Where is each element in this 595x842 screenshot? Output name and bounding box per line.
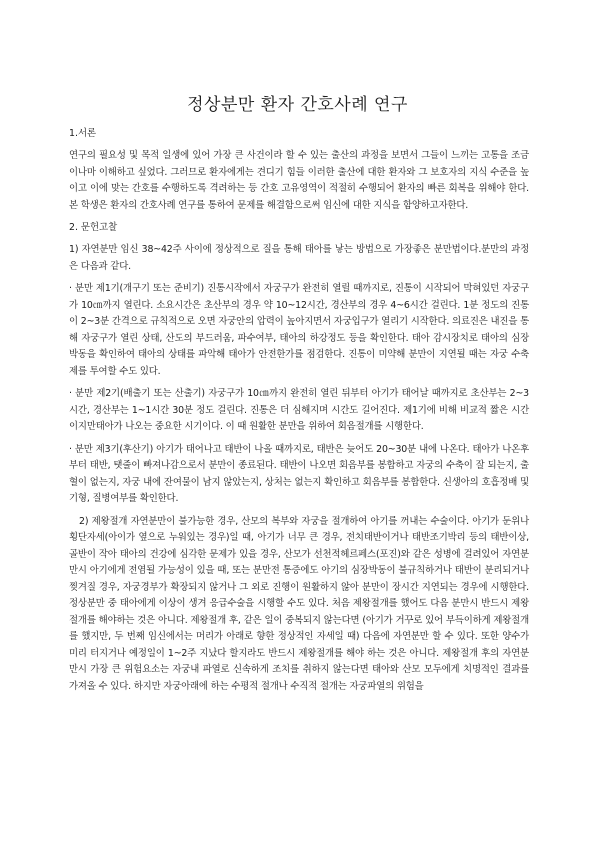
labor-stage-1-paragraph: · 분만 제1기(개구기 또는 준비기) 진통시작에서 자궁구가 완전히 열릴 때까지로, 진통이 시작되어 막혀있던 자궁구가 10㎝까지 열린다. 소요시간은 초산부의 경우 약 10~12시간, 경산부의 경우 4~6시간 걸린다. 1분 정도의 진통이 2~3분 간격으로 규칙적으로 오면 자궁안의 압력이 높아지면서 자궁입구가 열리기 시작한다. 의료진은 내진을 통해 자궁구가 열린 상태, 산도의 부드러움, 파수여부, 태아의 하강정도 등을 확인한다. 태아 감시장치로 태아의 심장박동을 확인하여 태아의 상태를 파악해 태아가 안전한가를 점검한다. 진통이 미약해 분만이 지연될 때는 자궁 수축제를 투여할 수도 있다. [69,283,529,377]
labor-stage-2-paragraph: · 분만 제2기(배출기 또는 산출기) 자궁구가 10㎝까지 완전히 열린 뒤부터 아기가 태어날 때까지로 초산부는 2~3시간, 경산부는 1~1시간 30분 정도 걸린다. 진통은 더 심해지며 시간도 길어진다. 제1기에 비해 비교적 짧은 시간이지만태아가 나오는 중요한 시기이다. 이 때 원활한 분만을 위하여 회음절개를 시행한다. [69,388,529,432]
cesarean-paragraph: 2) 제왕절개 자연분만이 불가능한 경우, 산모의 복부와 자궁을 절개하여 아기를 꺼내는 수술이다. 아기가 둔위나 횡단자세(아이가 옆으로 누워있는 경우)일 때, 아기가 너무 큰 경우, 전치태반이거나 태반조기박리 등의 태반이상, 골반이 작아 태아의 건강에 심각한 문제가 있을 경우, 산모가 선천적헤르페스(포진)와 같은 성병에 걸려있어 자연분만시 아기에게 전염될 가능성이 있을 때, 또는 분만전 통증에도 아기의 심장박동이 불규칙하거나 태반이 분리되거나 찢겨질 경우, 자궁경부가 확장되지 않거나 그 외로 진행이 원활하지 않아 분만이 장시간 지연되는 경우에 시행한다. 정상분만 중 태아에게 이상이 생겨 응급수술을 시행할 수도 있다. 처음 제왕절개를 했어도 다음 분만시 반드시 제왕절개를 해야하는 것은 아니다. 제왕절개 후, 같은 일이 중복되지 않는다면 (아기가 거꾸로 있어 부득이하게 제왕절개를 했지만, 두 번째 임신에서는 머리가 아래로 향한 정상적인 자세일 때) 다음에 자연분만 할 수 있다. 또한 양수가 미리 터지거나 예정일이 1~2주 지났다 할지라도 반드시 제왕절개를 해야 하는 것은 아니다. 제왕절개 후의 자연분만시 가장 큰 위험요소는 자궁내 파열로 신속하게 조치를 취하지 않는다면 태아와 산모 모두에게 치명적인 결과를 가져올 수 있다. 하지만 자궁아래에 하는 수평적 절개나 수직적 절개는 자궁파열의 위험을 [69,515,529,692]
section-heading-literature-review: 2. 문헌고찰 [69,222,118,233]
document-title: 정상분만 환자 간호사례 연구 [187,95,408,115]
document-body [69,126,529,701]
labor-stage-3-paragraph: · 분만 제3기(후산기) 아기가 태어나고 태반이 나올 때까지로, 태반은 늦어도 20~30분 내에 나온다. 태아가 나온후부터 태반, 탯줄이 빠져나감으로서 분만이 종료된다. 태반이 나오면 회음부를 봉합하고 자궁의 수축이 잘 되는지, 출혈이 없는지, 자궁 내에 잔여물이 남지 않았는지, 상처는 없는지 확인하고 회음부를 봉합한다. 신생아의 호흡정배 및 기형, 질병여부를 확인한다. [69,443,529,504]
natural-birth-paragraph: 1) 자연분만 임신 38~42주 사이에 정상적으로 질을 통해 태아를 낳는 방법으로 가장좋은 분만법이다.분만의 과정은 다음과 같다. [69,244,529,272]
section-heading-introduction: 1.서론 [69,128,97,139]
introduction-paragraph: 연구의 필요성 및 목적 일생에 있어 가장 큰 사건이라 할 수 있는 출산의 과정을 보면서 그들이 느끼는 고통을 조금이나마 이해하고 싶었다. 그러므로 환자에게는 견디기 힘들 이러한 출산에 대한 환자와 그 보호자의 지식 수준을 높이고 이에 맞는 간호를 수행하도록 격려하는 등 간호 고유영역이 적절히 수행되어 환자의 빠른 회복을 위해야 한다. 본 학생은 환자의 간호사례 연구를 통하여 문제를 해결함으로써 임신에 대한 지식을 함양하고자한다. [69,150,529,211]
